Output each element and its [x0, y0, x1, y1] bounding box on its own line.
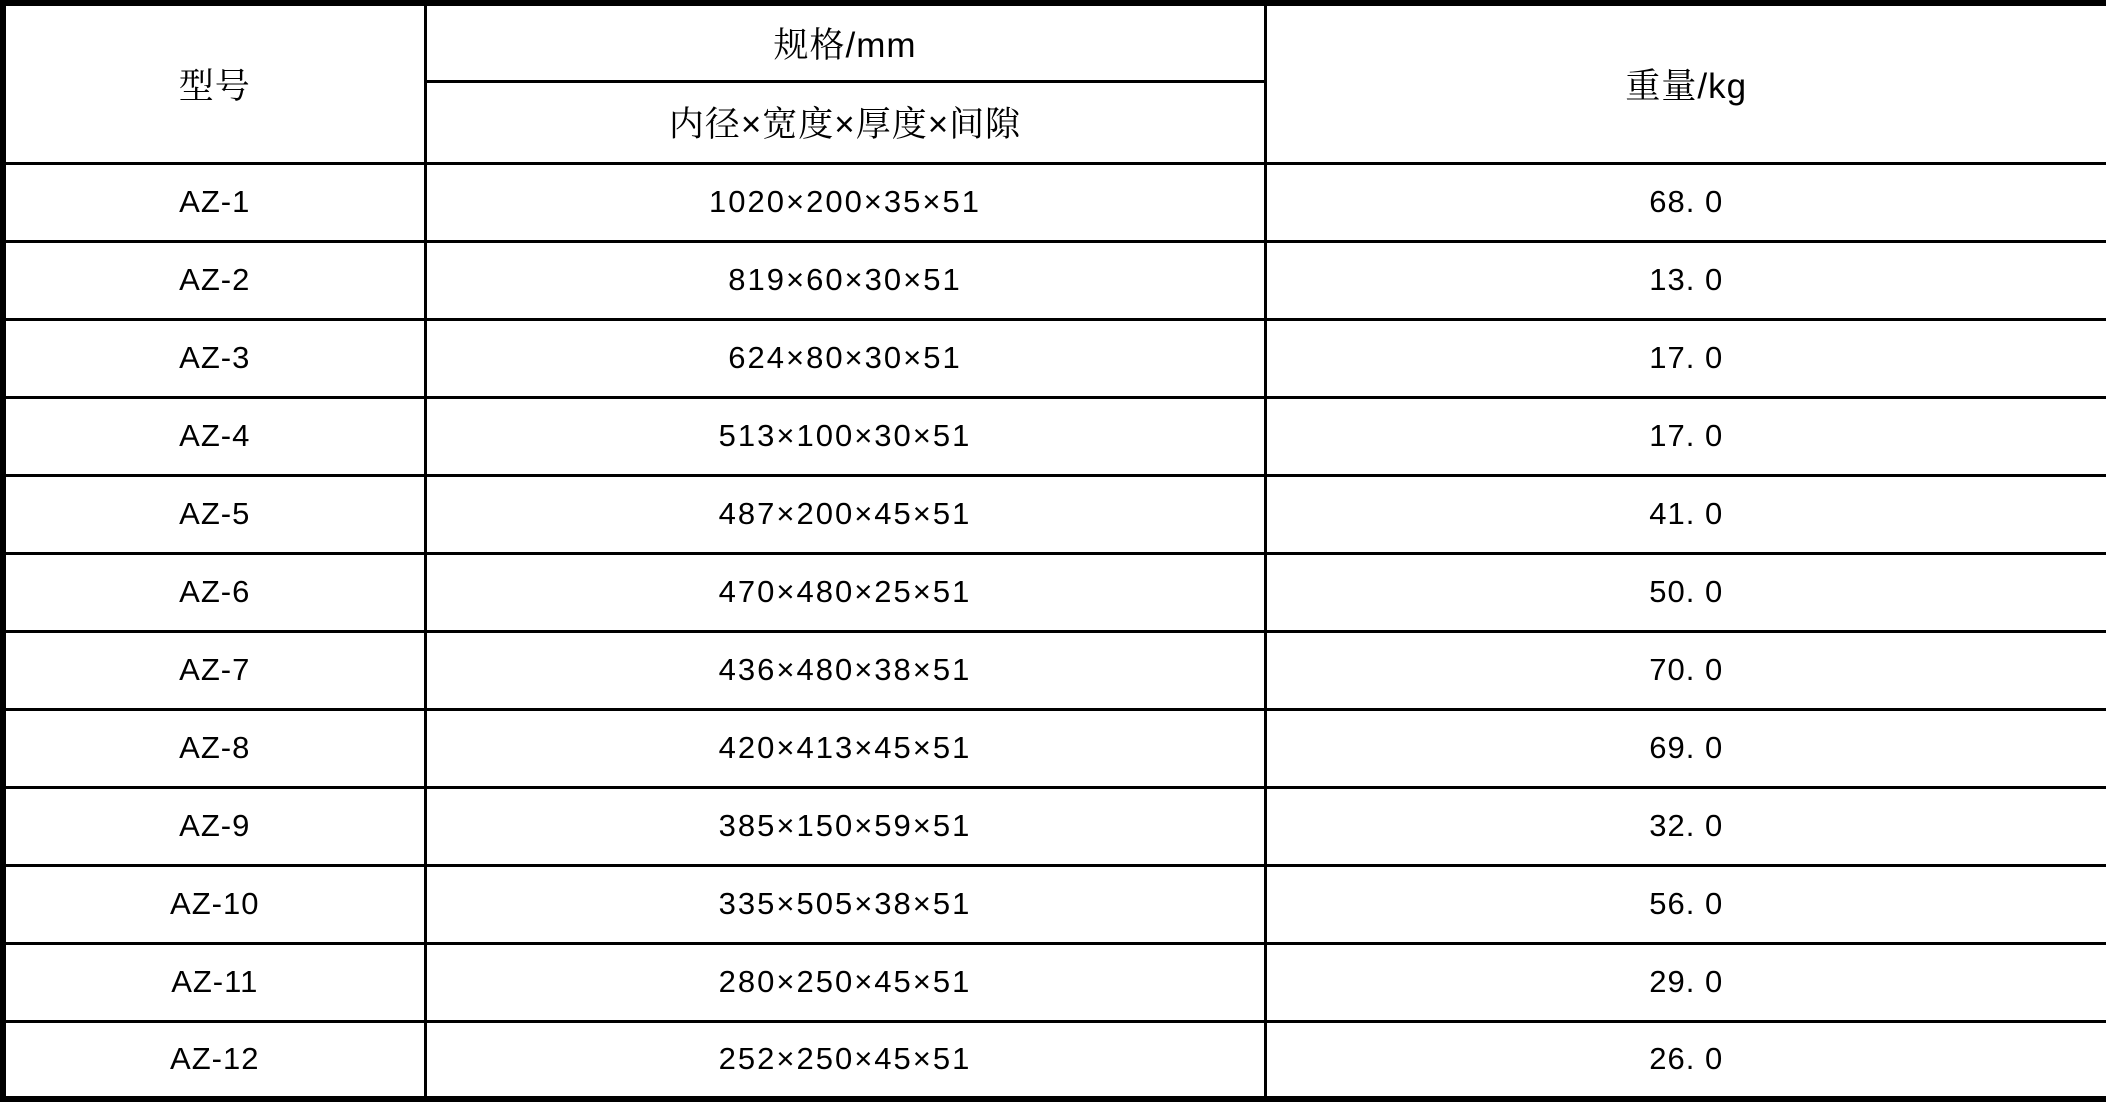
weight-cell: 17. 0	[1265, 397, 2106, 475]
weight-cell: 69. 0	[1265, 709, 2106, 787]
model-cell: AZ-5	[3, 475, 425, 553]
weight-cell: 32. 0	[1265, 787, 2106, 865]
table-row	[3, 163, 2106, 241]
spec-cell: 252×250×45×51	[425, 1021, 1265, 1099]
spec-cell: 385×150×59×51	[425, 787, 1265, 865]
header-weight: 重量/kg	[1265, 3, 2106, 163]
spec-cell: 1020×200×35×51	[425, 163, 1265, 241]
model-cell: AZ-12	[3, 1021, 425, 1099]
model-cell: AZ-8	[3, 709, 425, 787]
table-row	[3, 397, 2106, 475]
model-cell: AZ-10	[3, 865, 425, 943]
header-model: 型号	[3, 3, 425, 163]
table-row	[3, 475, 2106, 553]
spec-cell: 335×505×38×51	[425, 865, 1265, 943]
weight-cell: 26. 0	[1265, 1021, 2106, 1099]
weight-cell: 17. 0	[1265, 319, 2106, 397]
table-row	[3, 943, 2106, 1021]
table-row	[3, 631, 2106, 709]
weight-cell: 41. 0	[1265, 475, 2106, 553]
model-cell: AZ-6	[3, 553, 425, 631]
weight-cell: 50. 0	[1265, 553, 2106, 631]
table-row	[3, 1021, 2106, 1099]
table-row	[3, 865, 2106, 943]
spec-cell: 420×413×45×51	[425, 709, 1265, 787]
spec-cell: 819×60×30×51	[425, 241, 1265, 319]
spec-cell: 470×480×25×51	[425, 553, 1265, 631]
spec-cell: 436×480×38×51	[425, 631, 1265, 709]
weight-cell: 70. 0	[1265, 631, 2106, 709]
weight-cell: 56. 0	[1265, 865, 2106, 943]
spec-cell: 280×250×45×51	[425, 943, 1265, 1021]
model-cell: AZ-2	[3, 241, 425, 319]
header-row-top	[3, 3, 2106, 81]
spec-cell: 487×200×45×51	[425, 475, 1265, 553]
spec-cell: 624×80×30×51	[425, 319, 1265, 397]
table-row	[3, 553, 2106, 631]
model-cell: AZ-11	[3, 943, 425, 1021]
model-cell: AZ-9	[3, 787, 425, 865]
header-spec-group: 规格/mm	[425, 3, 1265, 81]
table-row	[3, 787, 2106, 865]
model-cell: AZ-4	[3, 397, 425, 475]
model-cell: AZ-1	[3, 163, 425, 241]
weight-cell: 13. 0	[1265, 241, 2106, 319]
spec-cell: 513×100×30×51	[425, 397, 1265, 475]
table-row	[3, 319, 2106, 397]
weight-cell: 68. 0	[1265, 163, 2106, 241]
weight-cell: 29. 0	[1265, 943, 2106, 1021]
table-row	[3, 241, 2106, 319]
model-cell: AZ-7	[3, 631, 425, 709]
header-spec-sub: 内径×宽度×厚度×间隙	[425, 81, 1265, 163]
table-row	[3, 709, 2106, 787]
model-cell: AZ-3	[3, 319, 425, 397]
